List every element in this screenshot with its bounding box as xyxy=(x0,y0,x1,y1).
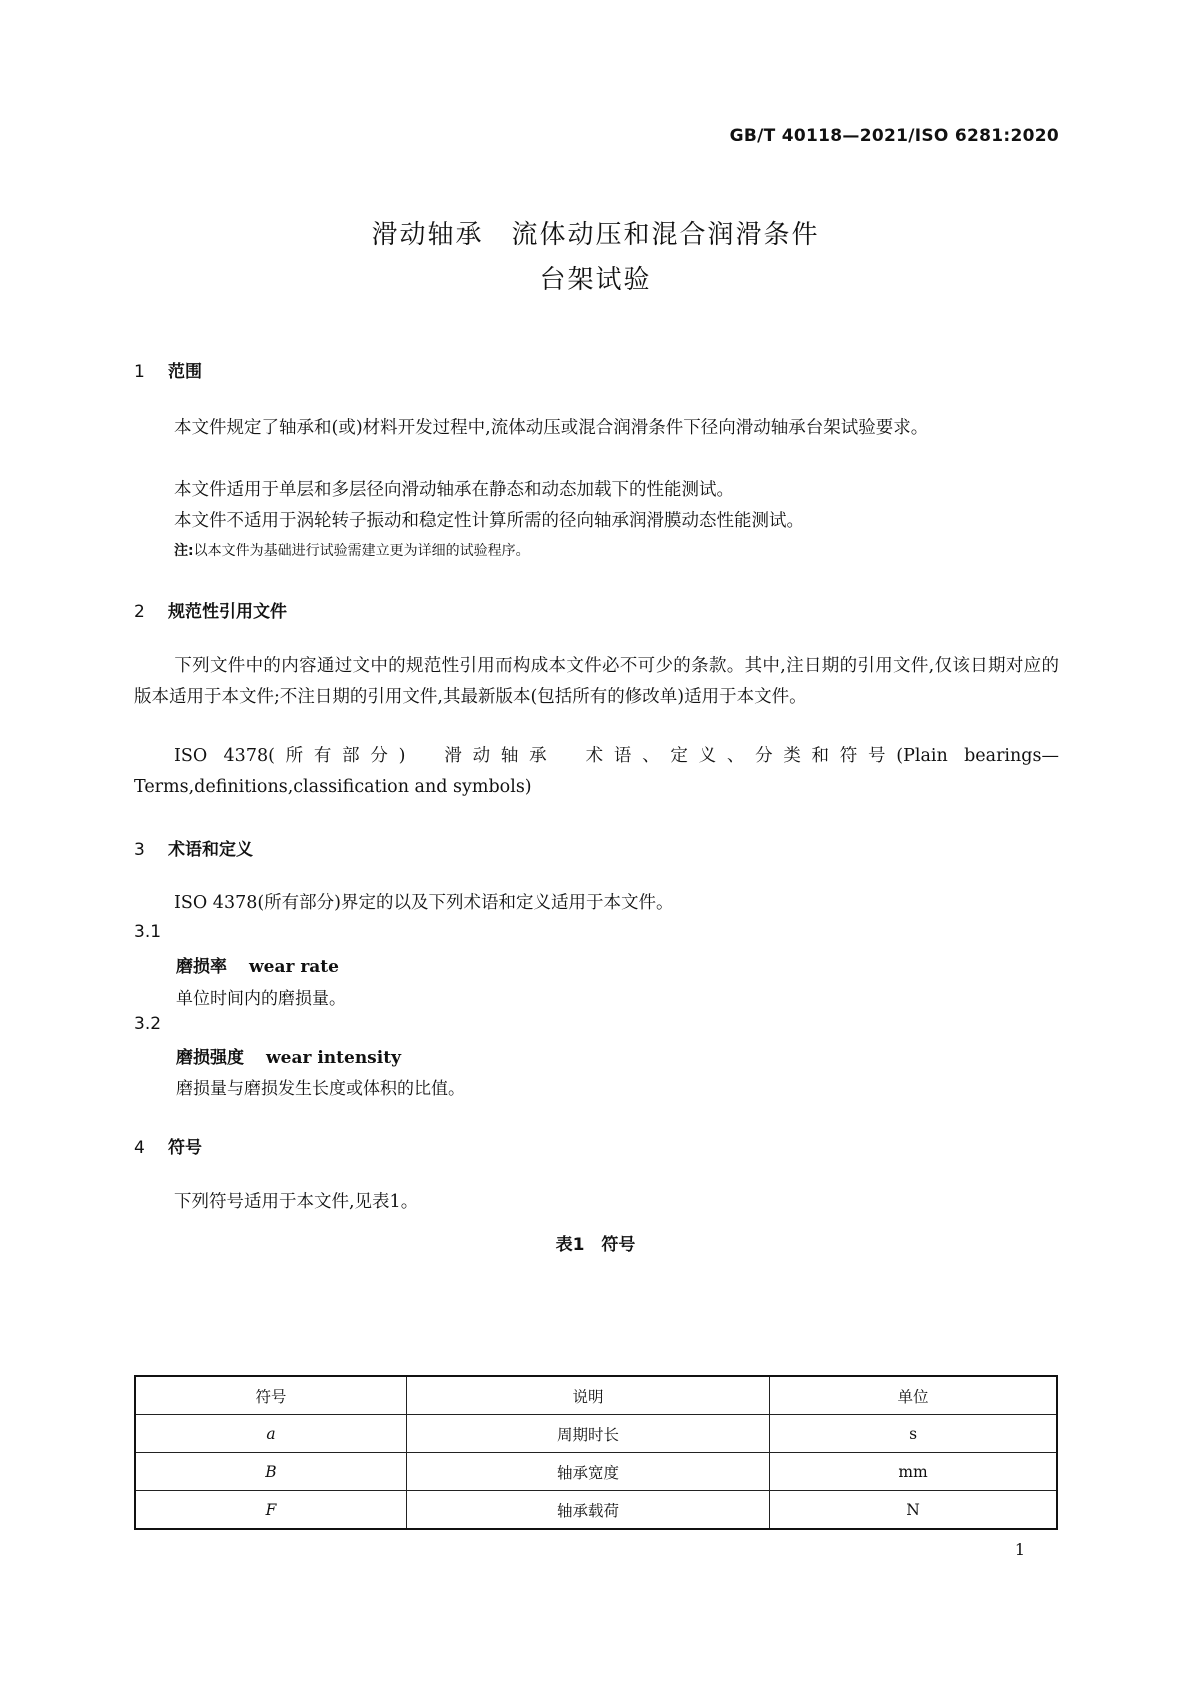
term-chinese: 磨损强度 xyxy=(176,1048,244,1068)
section-number: 3 xyxy=(134,840,145,860)
section-4-heading xyxy=(134,1133,202,1158)
table-cell-unit: s xyxy=(770,1415,1057,1453)
table-cell-description: 轴承宽度 xyxy=(406,1453,769,1491)
page-number: 1 xyxy=(1014,1540,1025,1559)
section-1-paragraph-1 xyxy=(134,413,1059,444)
document-title-line2: 台架试验 xyxy=(539,265,652,295)
document-title-line1: 滑动轴承 流体动压和混合润滑条件 xyxy=(371,220,820,250)
term-3-2-definition: 磨损量与磨损发生长度或体积的比值。 xyxy=(176,1079,465,1099)
section-1-paragraph-3 xyxy=(134,506,1059,537)
paragraph-text: 本文件规定了轴承和(或)材料开发过程中,流体动压或混合润滑条件下径向滑动轴承台架试验要求。 xyxy=(174,418,929,438)
term-number-3-1: 3.1 xyxy=(134,922,162,942)
table-header-cell: 符号 xyxy=(135,1376,406,1415)
paragraph-text: 下列文件中的内容通过文中的规范性引用而构成本文件必不可少的条款。其中,注日期的引用文件,仅该日期对应的版本适用于本文件;不注日期的引用文件,其最新版本(包括所有的修改单)适用于本文件。 xyxy=(134,656,1059,707)
table-row xyxy=(135,1491,1057,1530)
section-3-heading xyxy=(134,835,253,860)
section-3-paragraph-1 xyxy=(134,888,1059,919)
table-cell-unit: N xyxy=(770,1491,1057,1530)
symbols-table xyxy=(134,1375,1058,1530)
document-code: GB/T 40118—2021/ISO 6281:2020 xyxy=(729,126,1059,146)
reference-text: ISO 4378(所有部分) 滑动轴承 术语、定义、分类和符号(Plain bearings—Terms,definitions,classification and symbols) xyxy=(134,746,1059,797)
section-2-paragraph-1 xyxy=(134,651,1059,713)
table-cell-symbol: a xyxy=(135,1415,406,1453)
section-number: 2 xyxy=(134,602,145,622)
section-title: 术语和定义 xyxy=(168,840,253,860)
term-3-1-name xyxy=(176,952,339,977)
section-title: 符号 xyxy=(168,1138,202,1158)
term-3-2-name xyxy=(176,1043,401,1068)
paragraph-text: 本文件适用于单层和多层径向滑动轴承在静态和动态加载下的性能测试。 xyxy=(174,480,734,500)
table-cell-description: 周期时长 xyxy=(406,1415,769,1453)
section-number: 4 xyxy=(134,1138,145,1158)
table-header-cell: 单位 xyxy=(770,1376,1057,1415)
term-english: wear intensity xyxy=(266,1048,401,1068)
table-row xyxy=(135,1415,1057,1453)
section-4-paragraph-1 xyxy=(134,1187,1059,1218)
section-title: 规范性引用文件 xyxy=(168,602,287,622)
section-title: 范围 xyxy=(168,362,202,382)
table-cell-description: 轴承载荷 xyxy=(406,1491,769,1530)
table-header-cell: 说明 xyxy=(406,1376,769,1415)
section-1-heading xyxy=(134,357,202,382)
section-1-paragraph-2 xyxy=(134,475,1059,506)
section-1-note xyxy=(174,540,530,560)
table-cell-unit: mm xyxy=(770,1453,1057,1491)
paragraph-text: 本文件不适用于涡轮转子振动和稳定性计算所需的径向轴承润滑膜动态性能测试。 xyxy=(174,511,804,531)
table-cell-symbol: F xyxy=(135,1491,406,1530)
term-number-3-2: 3.2 xyxy=(134,1014,162,1034)
note-label: 注: xyxy=(174,543,194,559)
paragraph-text: ISO 4378(所有部分)界定的以及下列术语和定义适用于本文件。 xyxy=(174,893,674,913)
paragraph-text: 下列符号适用于本文件,见表1。 xyxy=(174,1192,419,1212)
table-cell-symbol: B xyxy=(135,1453,406,1491)
section-2-reference xyxy=(134,741,1059,803)
note-text: 以本文件为基础进行试验需建立更为详细的试验程序。 xyxy=(193,543,530,559)
term-english: wear rate xyxy=(249,957,339,977)
term-3-1-definition: 单位时间内的磨损量。 xyxy=(176,989,346,1009)
table-caption: 表1 符号 xyxy=(555,1235,636,1255)
section-number: 1 xyxy=(134,362,145,382)
section-2-heading xyxy=(134,597,287,622)
table-row xyxy=(135,1453,1057,1491)
term-chinese: 磨损率 xyxy=(176,957,227,977)
table-header-row xyxy=(135,1376,1057,1415)
